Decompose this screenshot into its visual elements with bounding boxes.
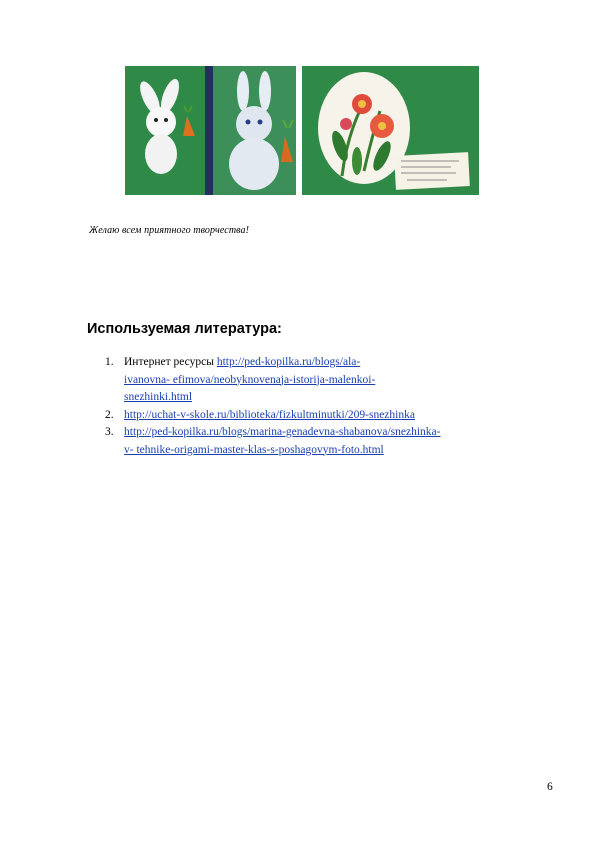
reference-item	[105, 407, 525, 425]
reference-link-3[interactable]: http://ped-kopilka.ru/blogs/marina-genadevna-shabanova/snezhinka- v- tehnike-origami-master-klas-s-poshagovym-foto.html	[124, 426, 441, 456]
reference-link-1[interactable]: http://ped-kopilka.ru/blogs/ala- ivanovna- efimova/neobyknovenaja-istorija-malenkoi- snezhinki.html	[124, 356, 376, 403]
reference-link-2[interactable]: http://uchat-v-skole.ru/biblioteka/fizkultminutki/209-snezhinka	[124, 408, 415, 421]
flower-egg-craft-photo	[302, 66, 479, 195]
reference-number: 3.	[105, 426, 114, 438]
page-number: 6	[547, 781, 553, 793]
reference-item	[105, 424, 525, 459]
reference-item	[105, 354, 525, 407]
wish-text: Желаю всем приятного творчества!	[89, 225, 250, 236]
literature-heading: Используемая литература:	[87, 321, 282, 337]
bunny-crafts-photo	[125, 66, 296, 195]
reference-prefix: Интернет ресурсы	[124, 356, 217, 368]
reference-list	[105, 354, 525, 459]
reference-number: 1.	[105, 356, 114, 368]
reference-number: 2.	[105, 408, 114, 421]
